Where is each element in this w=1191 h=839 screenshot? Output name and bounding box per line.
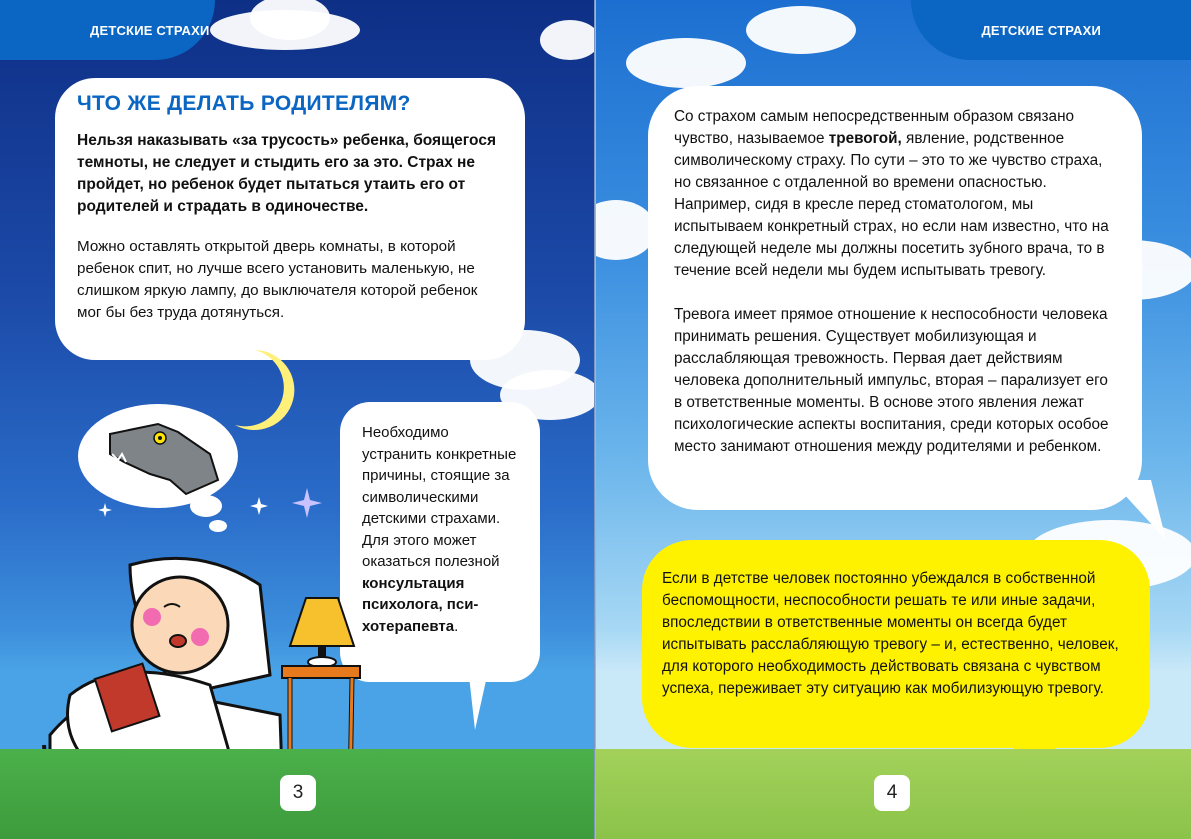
star-icon — [250, 497, 268, 515]
right-page — [596, 0, 1191, 839]
side-speech-bubble — [340, 402, 540, 682]
main-speech-bubble — [55, 78, 525, 360]
star-icon — [292, 488, 322, 518]
section-header: ДЕТСКИЕ СТРАХИ — [0, 0, 215, 60]
section-header: ДЕТСКИЕ СТРАХИ — [911, 0, 1191, 60]
paragraph: Можно оставлять открытой дверь комнаты, в которой ребенок спит, но лучше всего установить маленькую, не слишком яркую лампу, до выключателя которой ребенок мог бы без труда дотянуться. — [77, 238, 478, 321]
cloud — [746, 6, 856, 54]
page-number: 3 — [280, 775, 316, 811]
thought-cloud-wolf — [78, 398, 248, 538]
yellow-speech-bubble — [642, 540, 1150, 748]
cloud — [540, 20, 595, 60]
side-text: Необходимо устранить конкретные причины, стоящие за символическими детскими страхами. Для этого может оказаться полезной консультация психолога, пси-хотерапевта. — [362, 424, 517, 635]
paragraph-1: Со страхом самым непосредственным образом связано чувство, называемое тревогой, явление, родственное символическому страху. По сути – это то же чувство страха, но связанное с отдаленной во времени опасностью. Например, сидя в кресле перед стоматологом, мы испытываем конкретный страх, но если нам известно, что на следующей неделе мы должны посетить зубного врача, то в течение всей недели мы будем испытывать тревогу. — [674, 108, 1109, 279]
bold-paragraph: Нельзя наказывать «за трусость» ребенка, боящегося темноты, не следует и стыдить его за это. Страх не пройдет, но ребенок будет пытаться утаить его от родителей и страдать в одиночестве. — [77, 132, 496, 215]
page-number: 4 — [874, 775, 910, 811]
cloud — [626, 38, 746, 88]
left-page — [0, 0, 595, 839]
paragraph-2: Тревога имеет прямое отношение к неспособности человека принимать решения. Существует мобилизующая и расслабляющая тревожность. Первая дает действиям человека дополнительный импульс, вторая – парализует его в ответственные моменты. В основе этого явления лежат психологические аспекты воспитания, среди которых особое место занимают отношения между родителями и ребенком. — [674, 306, 1109, 455]
cloud — [596, 200, 656, 260]
page-title: ЧТО ЖЕ ДЕЛАТЬ РОДИТЕЛЯМ? — [77, 92, 411, 115]
yellow-text: Если в детстве человек постоянно убеждался в собственной беспомощности, неспособности решать те или иные задачи, впоследствии в ответственные моменты он всегда будет испытывать расслабляющую тревогу – и, естественно, человек, для которого необходимость действовать связана с чувством успеха, переживает эту ситуацию как мобилизующую тревогу. — [662, 570, 1119, 697]
main-speech-bubble — [648, 86, 1142, 510]
